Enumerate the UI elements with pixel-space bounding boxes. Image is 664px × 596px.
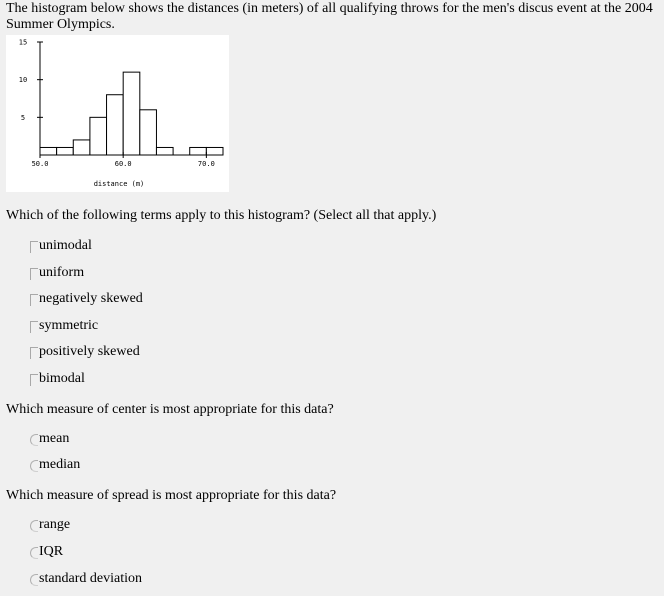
y-tick-label: 10: [18, 76, 28, 85]
option-bimodal[interactable]: [30, 370, 85, 388]
radio-iqr[interactable]: [30, 547, 38, 559]
option-label: symmetric: [39, 318, 99, 333]
checkbox-uniform[interactable]: [30, 268, 38, 280]
option-iqr[interactable]: [30, 543, 63, 561]
histogram-bar: [90, 117, 107, 155]
x-tick-label: 50.0: [31, 160, 49, 168]
checkbox-positively-skewed[interactable]: [30, 347, 38, 359]
histogram-bar: [57, 147, 74, 155]
option-uniform[interactable]: [30, 264, 84, 282]
x-axis-label: distance (m): [93, 180, 145, 188]
option-positively-skewed[interactable]: [30, 343, 140, 361]
radio-standard-deviation[interactable]: [30, 574, 38, 586]
q1-text: Which of the following terms apply to this histogram? (Select all that apply.): [6, 208, 437, 223]
question-intro: The histogram below shows the distances (in meters) of all qualifying throws for the men's discus event at the 2004 Summer Olympics.: [6, 1, 653, 32]
checkbox-bimodal[interactable]: [30, 374, 38, 386]
option-standard-deviation[interactable]: [30, 570, 142, 588]
option-label: unimodal: [39, 238, 92, 253]
y-tick-label: 15: [18, 38, 28, 47]
option-symmetric[interactable]: [30, 317, 98, 335]
radio-mean[interactable]: [30, 434, 38, 446]
checkbox-unimodal[interactable]: [30, 241, 38, 253]
histogram-bar: [107, 95, 124, 155]
checkbox-symmetric[interactable]: [30, 321, 38, 333]
histogram-bar: [156, 147, 173, 155]
histogram-bar: [73, 140, 90, 155]
q2-text: Which measure of center is most appropriate for this data?: [6, 402, 334, 417]
histogram-bar: [40, 147, 57, 155]
option-label: standard deviation: [39, 571, 143, 586]
q3-text: Which measure of spread is most appropriate for this data?: [6, 488, 337, 503]
option-negatively-skewed[interactable]: [30, 290, 143, 308]
option-median[interactable]: [30, 456, 80, 474]
histogram-bar: [206, 147, 223, 155]
histogram-bar: [140, 110, 157, 155]
histogram-bar: [190, 147, 207, 155]
option-label: negatively skewed: [39, 291, 143, 306]
option-label: range: [39, 517, 71, 532]
option-label: mean: [39, 431, 70, 446]
histogram-bar: [123, 72, 140, 155]
option-label: median: [39, 457, 81, 472]
option-mean[interactable]: [30, 430, 69, 448]
radio-median[interactable]: [30, 460, 38, 472]
histogram-svg: [6, 35, 229, 192]
option-label: bimodal: [39, 371, 85, 386]
option-range[interactable]: [30, 516, 70, 534]
option-label: uniform: [39, 265, 85, 280]
option-label: IQR: [39, 544, 64, 559]
histogram-chart: [6, 35, 229, 192]
option-label: positively skewed: [39, 344, 140, 359]
option-unimodal[interactable]: [30, 237, 92, 255]
x-tick-label: 60.0: [114, 160, 132, 168]
x-tick-label: 70.0: [197, 160, 215, 168]
radio-range[interactable]: [30, 520, 38, 532]
y-tick-label: 5: [20, 113, 26, 122]
checkbox-negatively-skewed[interactable]: [30, 294, 38, 306]
